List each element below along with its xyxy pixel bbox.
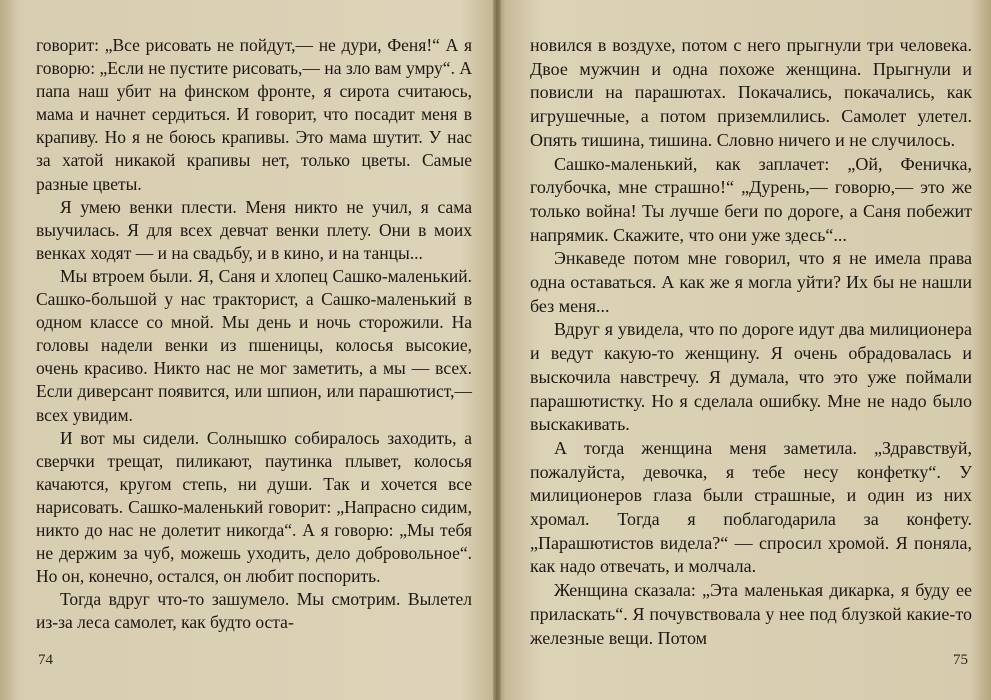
book-gutter: [493, 0, 501, 700]
right-paragraph-1: новился в воздухе, потом с него прыгнули три человека. Двое мужчин и одна похоже женщина. Прыгнули и повисли на парашютах. Покачались, покачались, как игрушечные, а потом приземлились. Самолет улетел. Опять тишина, тишина. Словно ничего и не случилось.: [530, 35, 972, 150]
right-paragraph-2: Сашко-маленький, как заплачет: „Ой, Феничка, голубочка, мне страшно!“ „Дурень,— говорю,— это же только война! Ты лучше беги по дороге, а Саня побежит напрямик. Скажите, что они уже здесь“...: [530, 153, 972, 245]
right-paragraph-5: А тогда женщина меня заметила. „Здравствуй, пожалуйста, девочка, я тебе несу конфетку“. У милиционеров глаза были страшные, и один из них хромал. Тогда я поблагодарила за конфету. „Парашютистов видела?“ — спросил хромой. Я поняла, как надо отвечать, и молчала.: [530, 437, 972, 577]
left-paragraph-1: говорит: „Все рисовать не пойдут,— не дури, Феня!“ А я говорю: „Если не пустите рисовать,— на зло вам умру“. А папа наш убит на финском фронте, я сирота считаюсь, мама и начнет сердиться. И говорит, что посадит меня в крапиву. Но я не боюсь крапивы. Это мама шутит. У нас за хатой никакой крапивы нет, только цветы. Самые разные цветы.: [36, 35, 472, 194]
right-page-number: 75: [953, 652, 968, 668]
right-paragraph-6: Женщина сказала: „Эта маленькая дикарка, я буду ее приласкать“. Я почувствовала у нее под блузкой какие-то железные вещи. Потом: [530, 580, 972, 648]
left-paragraph-4: И вот мы сидели. Солнышко собиралось заходить, а сверчки трещат, пиликают, паутинка плывет, колосья качаются, кругом степь, ни души. Так и хочется все нарисовать. Сашко-маленький говорит: „Напрасно сидим, никто до нас не долетит никогда“. А я говорю: „Мы тебя не держим за чуб, можешь уходить, дело добровольное“. Но он, конечно, остался, он любит поспорить.: [36, 427, 472, 587]
right-paragraph-4: Вдруг я увидела, что по дороге идут два милиционера и ведут какую-то женщину. Я очень обрадовалась и выскочила навстречу. Я думала, что это уже поймали парашютистку. Но я сделала ошибку. Мне не надо было выскакивать.: [530, 319, 972, 435]
left-page: [36, 34, 472, 654]
left-paragraph-5: Тогда вдруг что-то зашумело. Мы смотрим. Вылетел из-за леса самолет, как будто оста-: [36, 589, 472, 633]
left-paragraph-3: Мы втроем были. Я, Саня и хлопец Сашко-маленький. Сашко-большой у нас тракторист, а Сашко-маленький в одном классе со мной. Мы день и ночь сторожили. На головы надели венки из пшеницы, колосья высокие, очень красиво. Никто нас не мог заметить, а мы — всех. Если диверсант появится, или шпион, или парашютист,— всех увидим.: [36, 265, 472, 425]
right-page: [530, 34, 972, 654]
left-paragraph-2: Я умею венки плести. Меня никто не учил, я сама выучилась. Я для всех девчат венки плету. Они в моих венках ходят — и на свадьбу, и в кино, и на танцы...: [36, 196, 472, 263]
right-paragraph-3: Энкаведе потом мне говорил, что я не имела права одна оставаться. А как же я могла уйти? Их бы не нашли без меня...: [530, 248, 972, 316]
left-page-number: 74: [38, 652, 53, 668]
